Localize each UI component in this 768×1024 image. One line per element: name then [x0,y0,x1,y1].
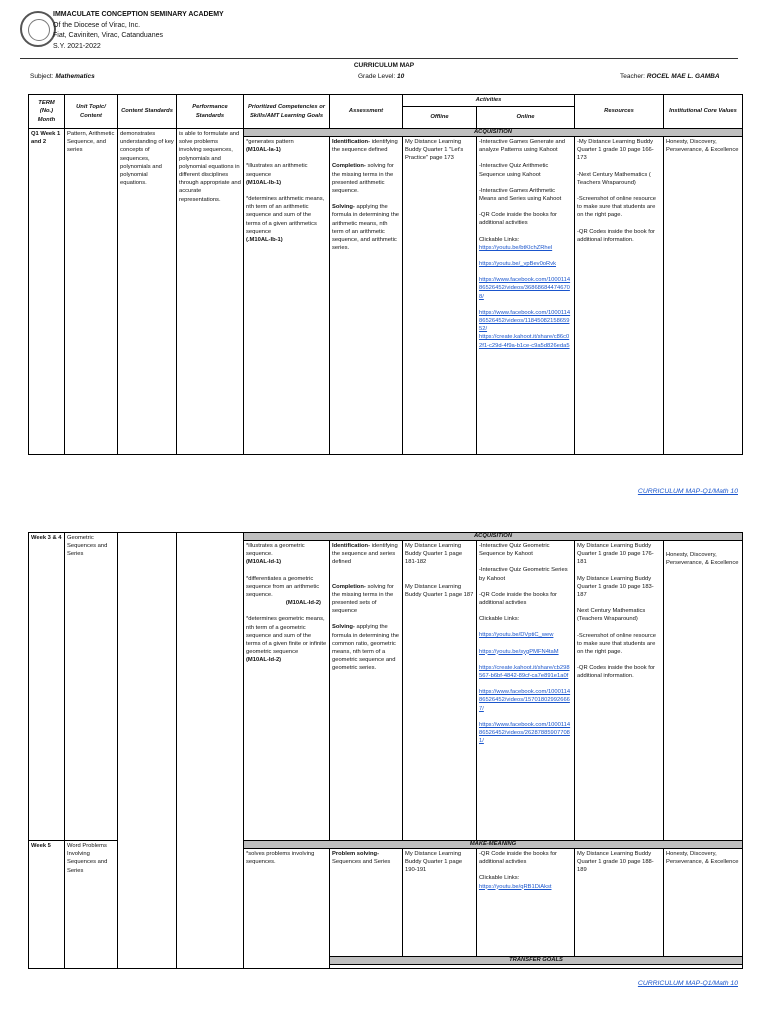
header-online: Online [477,107,575,129]
row2-res3: Next Century Mathematics (Teachers Wraparound) [577,608,646,623]
grade-label: Grade Level: [358,73,396,80]
row1-online [477,137,575,455]
row1-performance-standards: is able to formulate and solve problems involving sequences, polynomials and polynomial equations in different disciplines through appropriate and accurate representations. [177,129,244,455]
row1-link1[interactable]: https://youtu.be/btKIchZRhel [479,244,553,251]
row2-resources [575,541,664,841]
row1-competencies [244,137,330,455]
header-core-values: Institutional Core Values [664,95,743,129]
header-divider [20,58,738,59]
row2-unit: Geometric Sequences and Series [65,533,118,841]
row3-links-label: Clickable Links: [479,875,520,882]
row2-comp2-code: (M10AL-Id-2) [285,600,321,607]
row1-comp3: *determines arithmetic means, nth term of an arithmetic sequence and sum of the terms of a given arithmetics sequence [246,196,325,235]
row2-online [477,541,575,841]
header-unit: Unit Topic/ Content [65,95,118,129]
row1-comp1-code: (M10AL-Ia-1) [246,147,281,154]
row1-online4: -QR Code inside the books for additional activities [479,212,557,227]
row3-online1: -QR Code inside the books for additional activties [479,851,557,866]
curriculum-table-2 [28,532,743,969]
header-offline: Offline [403,107,477,129]
row2-online3: -QR Code inside the books for additional activties [479,591,557,607]
row1-res1: -My Distance Learning Buddy Quarter 1 grade 10 page 166-173 [577,139,654,162]
row2-res5: -QR Codes inside the book for additional information. [577,665,655,680]
row1-comp2-code: (M10AL-Ib-1) [246,179,282,186]
row3-offline: My Distance Learning Buddy Quarter 1 page 190-191 [403,849,477,957]
row1-assess2: solving for the missing terms in the presented arithmetic sequence. [332,163,394,195]
school-year: S.Y. 2021-2022 [53,42,101,50]
row3-competencies: *solves problems involving sequences. [244,849,330,969]
row1-comp3-code: (.M10AL-Ib-1) [246,237,283,244]
row1-link4[interactable]: https://www.facebook.com/100011486526452/videos/1184508215865952/ [479,309,571,333]
subject-value: Mathematics [55,73,95,80]
row2-assess2-label: Completion- [332,583,366,590]
subject-info [30,73,95,80]
row1-res2: -Next Century Mathematics ( Teachers Wraparound) [577,171,651,186]
row1-assess2-label: Completion- [332,163,366,170]
row1-links-label: Clickable Links: [479,236,520,243]
transfer-goals-row [330,965,743,969]
school-seal-icon [20,11,56,47]
row2-performance-standards [177,533,244,969]
footer-link-1[interactable]: CURRICULUM MAP-Q1/Math 10 [637,488,738,495]
row1-res4: -QR Codes inside the book for additional information. [577,228,655,243]
row2-core-values: Honesty, Discovery, Perseverance, & Excellence [664,541,743,841]
teacher-label: Teacher: [620,73,645,80]
row3-assess1: Sequences and Series [332,859,391,866]
row2-offline2: My Distance Learning Buddy Quarter 1 page 187 [405,583,474,598]
row3-link1[interactable]: https://youtu.be/qRB1DiAkst [479,883,552,890]
grade-value: 10 [397,73,405,80]
row2-comp1: *illustrates a geometric sequence. [246,543,305,558]
row1-online3: -Interactive Games Arithmetic Means and Series using Kahoot [479,187,562,203]
row2-assess3: applying the formula in determining the common ratio, geometric means, nth term of a geometric sequence and geometric series. [332,624,400,672]
school-header [20,10,748,58]
row3-term: Week 5 [29,841,65,969]
document-title: CURRICULUM MAP [353,62,415,69]
school-name: IMMACULATE CONCEPTION SEMINARY ACADEMY [53,11,224,18]
row2-link3[interactable]: https://create.kahoot.it/share/cb298567-b6bf-4842-89cf-ca7e891e1a0f [479,664,570,680]
header-performance-standards: Performance Standards [177,95,244,129]
row2-assess3-label: Solving- [332,624,355,631]
header-content-standards: Content Standards [118,95,177,129]
row1-offline: My Distance Learning Buddy Quarter 1 "Let's Practice" page 173 [403,137,477,455]
section-make-meaning: MAKE-MEANING [244,841,743,849]
header-resources: Resources [575,95,664,129]
row2-links-label: Clickable Links: [479,616,520,623]
row2-link5[interactable]: https://www.facebook.com/100011486526452/videos/262878859077081/ [479,721,571,745]
row2-term: Week 3 & 4 [29,533,65,841]
row2-assessment [330,541,403,841]
address-line: Fiat, Caviniten, Virac, Catanduanes [53,32,163,39]
footer-link-2[interactable]: CURRICULUM MAP-Q1/Math 10 [637,980,738,987]
curriculum-table-1 [28,94,743,455]
row2-link2[interactable]: https://youtu.be/sygPMFN4taM [479,648,559,655]
row3-online [477,849,575,957]
diocese-line: Of the Diocese of Virac, Inc. [53,21,141,29]
row1-link2[interactable]: https://youtu.be/_vpBev0oRvk [479,261,557,268]
row2-online1: -Interactive Quiz Geometric Sequence by Kahoot [479,543,550,558]
row2-comp2: *differentiates a geometric sequence from an arithmetic sequence. [246,575,320,599]
header-competencies: Prioritized Competencies or Skills/AMT Learning Goals [244,95,330,129]
section-transfer-goals: TRANSFER GOALS [330,957,743,965]
row2-online2: -Interactive Quiz Geometric Series by Kahoot [479,567,568,582]
row1-res3: -Screenshot of online resource to make sure that students are on the right page. [577,196,656,219]
row1-assess3-label: Solving- [332,204,355,211]
section-acquisition-1: ACQUISITION [244,129,743,137]
row2-competencies [244,541,330,841]
row3-core-values: Honesty, Discovery, Perseverance, & Excellence [664,849,743,957]
row1-link5[interactable]: https://create.kahoot.it/share/c86c02f1-c29d-4f9a-b1ce-c9a5d826eda5 [479,334,570,349]
row2-comp3-code: (M10AL-Id-2) [246,657,282,664]
school-info [53,10,224,52]
row3-assess1-label: Problem solving- [332,851,380,857]
row3-unit: Word Problems Involving Sequences and Series [65,841,118,969]
row3-resources: My Distance Learning Buddy Quarter 1 grade 10 page 188-189 [575,849,664,957]
section-acquisition-2: ACQUISITION [244,533,743,541]
row1-assess1-label: Identification- [332,139,370,145]
row1-resources [575,137,664,455]
row1-comp1: *generates pattern [246,139,294,145]
row1-online1: -Interactive Games Generate and analyze Patterns using Kahoot [479,139,566,154]
row2-comp3: *determines geometric means, nth term of a geometric sequence and sum of the terms of a given finite or infinite geometric sequence [246,616,327,656]
row1-online2: -Interactive Quiz Arithmetic Sequence using Kahoot [479,163,549,178]
row2-res1: My Distance Learning Buddy Quarter 1 grade 10 page 176-181 [577,543,654,566]
row2-assess2: solving for the missing terms in the presented sets of sequence [332,583,394,615]
subject-label: Subject: [30,73,54,80]
row2-content-standards [118,533,177,969]
teacher-value: ROCEL MAE L. GAMBA [646,73,720,80]
row2-res4: -Screenshot of online resource to make sure that students are on the right page. [577,632,656,656]
row1-assess3: applying the formula in determining the arithmetic means, nth term of an arithmetic sequence, and arithmetic series. [332,204,400,252]
grade-info [358,73,404,80]
header-activities: Activities [403,95,575,107]
row1-content-standards: demonstrates understanding of key concepts of sequences, polynomials and polynomial equations. [118,129,177,455]
row1-unit: Pattern, Arithmetic Sequence, and series [65,129,118,455]
row2-link1[interactable]: https://youtu.be/DVptiC_wew [479,632,554,639]
header-term: TERM (No.) Month [29,95,65,129]
teacher-info [620,73,720,80]
row1-core-values: Honesty, Discovery, Perseverance, & Excellence [664,137,743,455]
row3-assessment [330,849,403,957]
row1-assessment [330,137,403,455]
row2-offline1: My Distance Learning Buddy Quarter 1 page 181-182 [405,543,463,566]
row2-comp1-code: (M10AL-Id-1) [246,559,282,566]
row2-offline [403,541,477,841]
row2-link4[interactable]: https://www.facebook.com/100011486526452/videos/157018029926667/ [479,689,571,712]
header-assessment: Assessment [330,95,403,129]
row1-assess1: identifying the sequence defined [332,139,398,154]
row1-term: Q1 Week 1 and 2 [29,129,65,455]
row2-res2: My Distance Learning Buddy Quarter 1 grade 10 page 183-187 [577,575,654,599]
row1-comp2: *illustrates an arithmetic sequence [246,163,308,178]
row2-assess1-label: Identification- [332,543,370,549]
row1-link3[interactable]: https://www.facebook.com/100011486526452/videos/368686844746708/ [479,277,571,300]
row2-assess1: identifying the sequence and series defined [332,543,398,566]
